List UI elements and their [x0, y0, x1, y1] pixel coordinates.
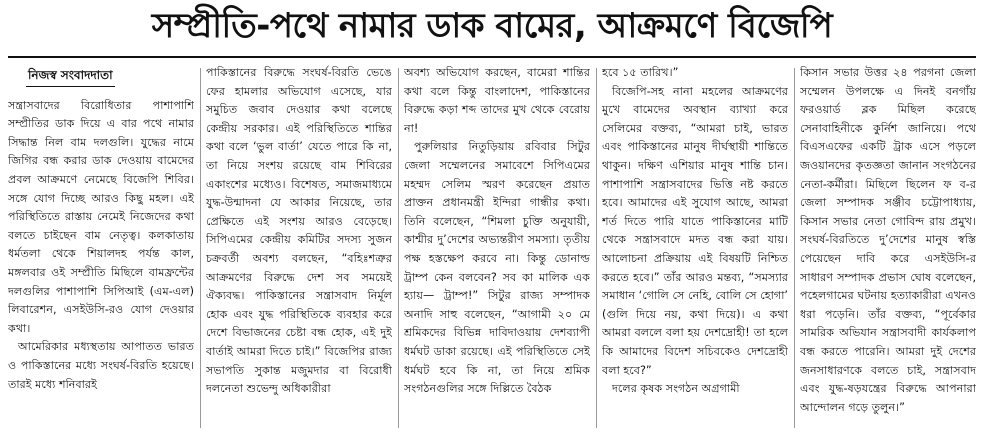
paragraph: পুরুলিয়ার নিতুড়িয়ায় রবিবার সিটুর জেলা সম্মেলনের সমাবেশে সিপিএমের মহম্মদ সেলিম স্মরণ করেছেন প্রয়াত প্রাক্তন প্রধানমন্ত্রী ইন্দিরা গান্ধীর কথা। তিনি বলেছেন, “শিমলা চুক্তি অনুযায়ী, কাশ্মীর দু’দেশের অভ্যন্তরীণ সমস্যা। তৃতীয় পক্ষ হস্তক্ষেপ করবে না। কিন্তু ডোনাল্ড ট্রাম্প কেন বলবেন? সব কা মালিক এক হ্যায়— ট্রাম্প!” সিটুর রাজ্য সম্পাদক অনাদি সাহু বলেছেন, “আগামী ২০ মে শ্রমিকদের বিভিন্ন দাবিদাওয়ায় দেশব্যাপী ধর্মঘট ডাকা রয়েছে। এই পরিস্থিতিতে সেই ধর্মঘট হবে কি না, তা নিয়ে শ্রমিক সংগঠনগুলির সঙ্গে দিল্লিতে বৈঠক [404, 140, 590, 396]
column-3 [404, 64, 590, 430]
paragraph: অবশ্য অভিযোগ করছেন, বামেরা শান্তির কথা বলে কিন্তু বাংলাদেশ, পাকিস্তানের বিরুদ্ধে কড়া শব্দ তাদের মুখ থেকে বেরোয় না! [404, 66, 590, 135]
column-2 [206, 64, 392, 430]
column-divider [794, 68, 795, 428]
paragraph: সন্ত্রাসবাদের বিরোধিতার পাশাপাশি সম্প্রীতির ডাক দিয়ে এ বার পথে নামার সিদ্ধান্ত নিল বাম দলগুলি। যুদ্ধের নামে জিগির বন্ধ করার ডাক দেওয়ায় বামেদের প্রবল আক্রমণে নেমেছে বিজেপি শিবির। সঙ্গে যোগ দিচ্ছে আরও কিছু মহল। এই পরিস্থিতিতে রাস্তায় নেমেই নিজেদের কথা বলতে চাইছেন বাম নেতৃত্ব। কলকাতায় ধর্মতলা থেকে শিয়ালদহ পর্যন্ত কাল, মঙ্গলবার ওই সম্প্রীতি মিছিলে বামফ্রন্টের দলগুলির পাশাপাশি সিপিআই (এম-এল) লিবারেশন, এসইউসি-রও যোগ দেওয়ার কথা। [8, 98, 194, 335]
paragraph: দলের কৃষক সংগঠন অগ্রগামী [612, 382, 740, 396]
article-columns [8, 64, 976, 430]
column-5 [800, 64, 976, 430]
paragraph: পাকিস্তানের বিরুদ্ধে সংঘর্ষ-বিরতি ভেঙে ফের হামলার অভিযোগ এসেছে, যার সমুচিত জবাব দেওয়ার কথা বলেছে কেন্দ্রীয় সরকার। এই পরিস্থিতিতে শান্তির কথা বলে ‘ভুল বার্তা’ যেতে পারে কি না, তা নিয়ে সংশয় রয়েছে বাম শিবিরের একাংশের মধ্যেও। বিশেষত, সমাজমাধ্যমে যুদ্ধ-উন্মাদনা যে আকার নিয়েছে, তার প্রেক্ষিতে এই সংশয় আরও বেড়েছে। সিপিএমের কেন্দ্রীয় কমিটির সদস্য সুজন চক্রবর্তী অবশ্য বলছেন, “বহিঃশত্রুর আক্রমণের বিরুদ্ধে দেশ সব সময়েই ঐক্যবদ্ধ। পাকিস্তানের সন্ত্রাসবাদ নির্মূল হোক এবং যুদ্ধ পরিস্থিতিকে ব্যবহার করে দেশে বিভাজনের চেষ্টা বন্ধ হোক, এই দুই বার্তাই আমরা দিতে চাই।” বিজেপির রাজ্য সভাপতি সুকান্ত মজুমদার বা বিরোধী দলনেতা শুভেন্দু অধিকারীরা [206, 66, 392, 396]
paragraph: হবে ১৫ তারিখ।” [602, 66, 679, 79]
headline-rule [8, 56, 976, 58]
column-divider [398, 68, 399, 428]
paragraph: কিসান সভার উত্তর ২৪ পরগনা জেলা সম্মেলন উপলক্ষে এ দিনই বনগাঁয় ফরওয়ার্ড ব্লক মিছিল করেছে সেনাবাহিনীকে কুর্নিশ জানিয়ে। পথে বিএসএফের একটি ট্রাক এসে পড়লে জওয়ানদের কৃতজ্ঞতা জানান সংগঠনের নেতা-কর্মীরা। মিছিলে ছিলেন ফ ব-র জেলা সম্পাদক সঞ্জীব চট্টোপাধ্যায়, কিসান সভার নেতা গোবিন্দ রায় প্রমুখ। সংঘর্ষ-বিরতিতে দু’দেশের মানুষ স্বস্তি পেয়েছেন দাবি করে এসইউসি-র সাধারণ সম্পাদক প্রভাস ঘোষ বলেছেন, পহেলগামের ঘটনায় হত্যাকারীরা এখনও ধরা পড়েনি। তাঁর বক্তব্য, “পূর্বেকার সামরিক অভিযান সন্ত্রাসবাদী কার্যকলাপ বন্ধ করতে পারেনি। আমরা দুই দেশের জনসাধারণকে বলতে চাই, সন্ত্রাসবাদ এবং যুদ্ধ-ষড়যন্ত্রের বিরুদ্ধে আপনারা আন্দোলন গড়ে তুলুন।” [800, 66, 976, 414]
byline: নিজস্ব সংবাদদাতা [26, 66, 115, 87]
column-1 [8, 64, 194, 430]
paragraph: বিজেপি-সহ নানা মহলের আক্রমণের মুখে বামেদের অবস্থান ব্যাখ্যা করে সেলিমের বক্তব্য, “আমরা চাই, ভারত এবং পাকিস্তানের মানুষ দীর্ঘস্থায়ী শান্তিতে থাকুন। দক্ষিণ এশিয়ার মানুষ শান্তি চান। পাশাপাশি সন্ত্রাসবাদের ভিত্তি নষ্ট করতে হবে। আমাদের এই সুযোগ আছে, আমরা শর্ত দিতে পারি যাতে পাকিস্তানের মাটি থেকে সন্ত্রাসবাদে মদত বন্ধ করা যায়। আলোচনা প্রক্রিয়ায় এই বিষয়টি নিশ্চিত করতে হবে।” তাঁর আরও মন্তব্য, “সমস্যার সমাধান ‘গোলি সে নেহি, বোলি সে হোগা’ (গুলি দিয়ে নয়, কথা দিয়ে)। এ কথা আমরা বললে বলা হয় দেশদ্রোহী! তা হলে কি আমাদের বিদেশ সচিবকেও দেশদ্রোহী বলা হবে?” [602, 84, 788, 377]
column-divider [596, 68, 597, 428]
paragraph: আমেরিকার মধ্যস্থতায় আপাতত ভারত ও পাকিস্তানের মধ্যে সংঘর্ষ-বিরতি হয়েছে। তারই মধ্যে শনিবারই [8, 340, 194, 391]
column-4 [602, 64, 788, 430]
column-divider [200, 68, 201, 428]
article-headline: সম্প্রীতি-পথে নামার ডাক বামের, আক্রমণে বিজেপি [151, 6, 833, 46]
